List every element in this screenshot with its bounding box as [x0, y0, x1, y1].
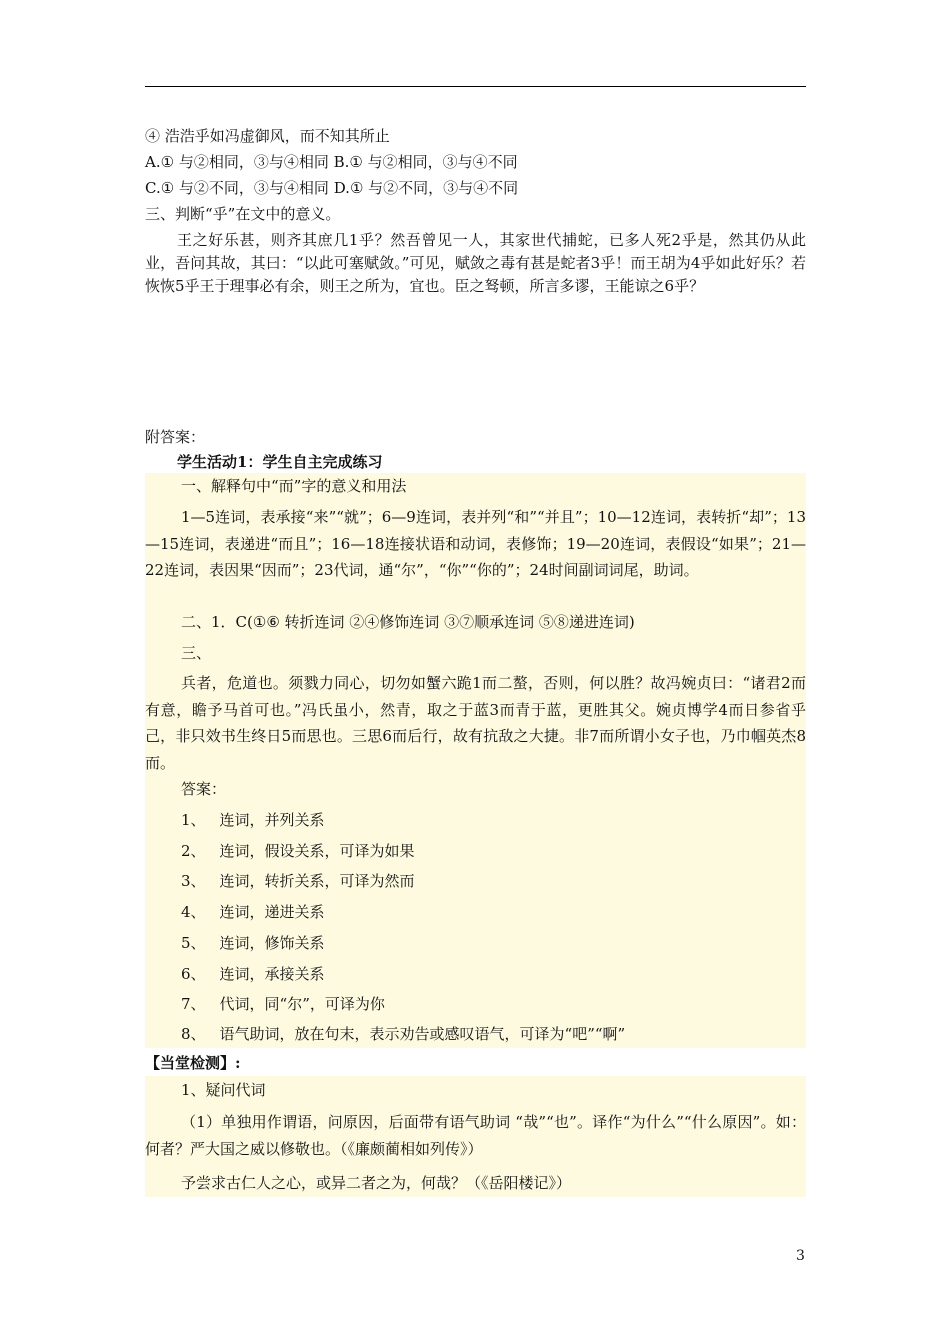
- choice-line-cd: C.① 与②不同，③与④相同 D.① 与②不同，③与④不同: [145, 179, 519, 197]
- check-item-1-text: （1）单独用作谓语，问原因，后面带有语气助词 “哉”“也”。译作“为什么”“什么原因”。如：何者？严大国之威以修敬也。（《廉颇蔺相如列传》）: [145, 1113, 806, 1158]
- answer-item: 8、 语气助词，放在句末，表示劝告或感叹语气，可译为“吧”“啊”: [181, 1025, 626, 1043]
- section3-text: 兵者，危道也。须戮力同心，切勿如蟹六跪1而二螯，否则，何以胜？故冯婉贞曰：“诸君2而有意，瞻予马首可也。”冯氏虽小，然青，取之于蓝3而青于蓝，更胜其父。婉贞博学4而日参省乎己，非只效书生终日5而思也。三思6而后行，故有抗敌之大捷。非7而所谓小女子也，乃巾帼英杰8而。: [145, 674, 806, 772]
- answer-item: 5、 连词，修饰关系: [181, 934, 325, 952]
- check-heading: 【当堂检测】:: [145, 1054, 241, 1072]
- answer-label: 答案：: [181, 780, 227, 798]
- activity-title: 学生活动1：学生自主完成练习: [177, 453, 383, 471]
- choice-line-ab: A.① 与②相同，③与④相同 B.① 与②相同，③与④不同: [145, 153, 518, 171]
- answer-item: 3、 连词，转折关系，可译为然而: [181, 872, 415, 890]
- page-number: 3: [796, 1248, 805, 1264]
- section3-title: 三、: [181, 644, 212, 662]
- check-item-1: 1、疑问代词: [181, 1081, 266, 1099]
- section1-title: 一、解释句中“而”字的意义和用法: [181, 477, 407, 495]
- section2-text: 二、1．C(①⑥ 转折连词 ②④修饰连词 ③⑦顺承连词 ⑤⑧递进连词): [181, 613, 635, 631]
- answer-item: 6、 连词，承接关系: [181, 965, 325, 983]
- answer-item: 2、 连词，假设关系，可译为如果: [181, 842, 415, 860]
- answer-item: 4、 连词，递进关系: [181, 903, 325, 921]
- section-three-title: 三、判断“乎”在文中的意义。: [145, 205, 341, 223]
- section1-text: 1—5连词，表承接“来”“就”；6—9连词，表并列“和”“并且”；10—12连词，表转折“却”；13—15连词，表递进“而且”；16—18连接状语和动词，表修饰；19—20连词，表假设“如果”；21—22连词，表因果“因而”；23代词，通“尔”，“你”“你的”；24时间副词词尾，助词。: [145, 508, 806, 579]
- answers-heading: 附答案：: [145, 428, 206, 446]
- answer-item: 7、 代词，同“尔”，可译为你: [181, 995, 385, 1013]
- option-line-4: ④ 浩浩乎如冯虚御风，而不知其所止: [145, 127, 390, 145]
- hu-paragraph: 王之好乐甚，则齐其庶几1乎？然吾曾见一人，其家世代捕蛇，已多人死2乎是，然其仍从此业，吾问其故，其曰：“以此可塞赋敛。”可见，赋敛之毒有甚是蛇者3乎！而王胡为4乎如此好乐？若恢恢5乎王于理事必有余，则王之所为，宜也。臣之驽顿，所言多谬，王能谅之6乎？: [145, 231, 806, 295]
- check-item-1-example: 予尝求古仁人之心，或异二者之为，何哉？（《岳阳楼记》）: [181, 1174, 572, 1192]
- answers-highlight-block: [145, 473, 806, 1048]
- check-highlight-block: [145, 1076, 806, 1197]
- answer-item: 1、 连词，并列关系: [181, 811, 325, 829]
- header-rule: [145, 86, 806, 87]
